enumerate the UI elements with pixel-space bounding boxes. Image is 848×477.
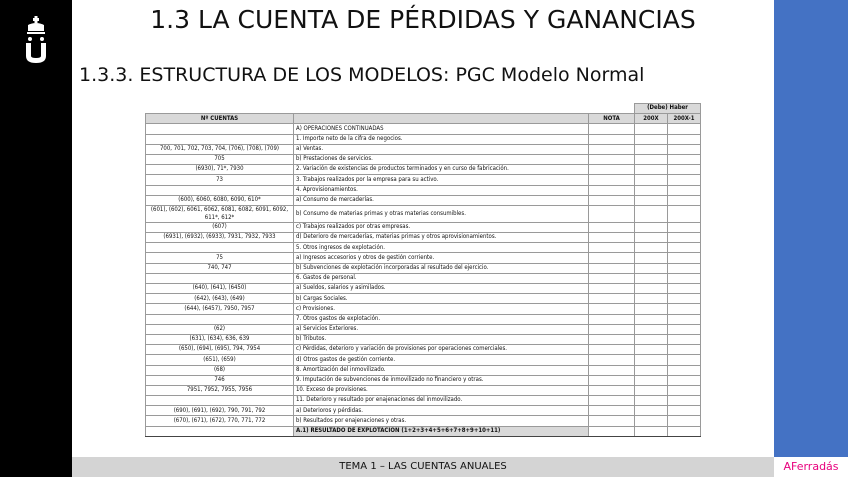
- value-cell: [668, 304, 701, 314]
- table-row: [146, 345, 701, 355]
- concept-cell: 11. Deterioro y resultado por enajenaciones del inmovilizado.: [294, 396, 589, 406]
- concept-cell: c) Trabajos realizados por otras empresas.: [294, 222, 589, 232]
- value-cell: [635, 304, 668, 314]
- value-cell: [668, 124, 701, 134]
- concept-cell: a) Consumo de mercaderías.: [294, 195, 589, 205]
- value-cell: [589, 396, 635, 406]
- account-cell: 73: [146, 175, 294, 185]
- value-cell: [589, 185, 635, 195]
- concept-cell: b) Tributos.: [294, 334, 589, 344]
- table-row: [146, 243, 701, 253]
- table-row: [146, 355, 701, 365]
- table-row: [146, 195, 701, 205]
- value-cell: [668, 165, 701, 175]
- value-cell: [668, 233, 701, 243]
- value-cell: [589, 124, 635, 134]
- value-cell: [589, 233, 635, 243]
- value-cell: [635, 365, 668, 375]
- table-row: [146, 144, 701, 154]
- concept-cell: 8. Amortización del inmovilizado.: [294, 365, 589, 375]
- value-cell: [635, 426, 668, 436]
- table-row: [146, 396, 701, 406]
- value-cell: [635, 284, 668, 294]
- table-row: [146, 294, 701, 304]
- account-cell: [146, 273, 294, 283]
- concept-cell: d) Otros gastos de gestión corriente.: [294, 355, 589, 365]
- account-cell: (640), (641), (6450): [146, 284, 294, 294]
- account-cell: [146, 243, 294, 253]
- value-cell: [668, 406, 701, 416]
- table-row: [146, 233, 701, 243]
- account-cell: 75: [146, 253, 294, 263]
- table-header-row: [146, 114, 701, 124]
- account-cell: (650), (694), (695), 794, 7954: [146, 345, 294, 355]
- header-year-current: 200X: [635, 114, 668, 124]
- value-cell: [668, 205, 701, 222]
- footer-text: TEMA 1 – LAS CUENTAS ANUALES: [339, 461, 507, 472]
- concept-cell: 3. Trabajos realizados por la empresa para su activo.: [294, 175, 589, 185]
- value-cell: [668, 365, 701, 375]
- value-cell: [635, 406, 668, 416]
- concept-cell: 10. Exceso de provisiones.: [294, 385, 589, 395]
- value-cell: [635, 375, 668, 385]
- account-cell: (68): [146, 365, 294, 375]
- value-cell: [635, 314, 668, 324]
- concept-cell: A.1) RESULTADO DE EXPLOTACIÓN (1+2+3+4+5+6+7+8+9+10+11): [294, 426, 589, 436]
- account-cell: (607): [146, 222, 294, 232]
- table-row: [146, 284, 701, 294]
- value-cell: [589, 294, 635, 304]
- value-cell: [635, 324, 668, 334]
- value-cell: [668, 355, 701, 365]
- value-cell: [589, 314, 635, 324]
- concept-cell: a) Servicios Exteriores.: [294, 324, 589, 334]
- value-cell: [589, 222, 635, 232]
- value-cell: [589, 375, 635, 385]
- account-cell: 740, 747: [146, 263, 294, 273]
- value-cell: [668, 154, 701, 164]
- concept-cell: b) Consumo de materias primas y otras materias consumibles.: [294, 205, 589, 222]
- concept-cell: a) Deterioros y pérdidas.: [294, 406, 589, 416]
- value-cell: [635, 355, 668, 365]
- value-cell: [589, 165, 635, 175]
- table-row: [146, 205, 701, 222]
- table-row: [146, 154, 701, 164]
- value-cell: [635, 205, 668, 222]
- concept-cell: a) Ventas.: [294, 144, 589, 154]
- value-cell: [589, 324, 635, 334]
- value-cell: [668, 324, 701, 334]
- account-cell: (62): [146, 324, 294, 334]
- value-cell: [589, 304, 635, 314]
- value-cell: [635, 396, 668, 406]
- value-cell: [589, 273, 635, 283]
- account-cell: (6931), (6932), (6933), 7931, 7932, 7933: [146, 233, 294, 243]
- concept-cell: a) Ingresos accesorios y otros de gestión corriente.: [294, 253, 589, 263]
- concept-cell: 7. Otros gastos de explotación.: [294, 314, 589, 324]
- account-cell: [146, 426, 294, 436]
- concept-cell: b) Cargas Sociales.: [294, 294, 589, 304]
- table-row: [146, 124, 701, 134]
- account-cell: 705: [146, 154, 294, 164]
- account-cell: (651), (659): [146, 355, 294, 365]
- concept-cell: A) OPERACIONES CONTINUADAS: [294, 124, 589, 134]
- table-row: [146, 324, 701, 334]
- table-row: [146, 416, 701, 426]
- table-row: [146, 273, 701, 283]
- value-cell: [668, 253, 701, 263]
- table-row: [146, 334, 701, 344]
- slide-title: 1.3 LA CUENTA DE PÉRDIDAS Y GANANCIAS: [150, 5, 696, 34]
- value-cell: [635, 185, 668, 195]
- value-cell: [635, 165, 668, 175]
- value-cell: [589, 205, 635, 222]
- value-cell: [668, 375, 701, 385]
- value-cell: [589, 175, 635, 185]
- value-cell: [668, 263, 701, 273]
- value-cell: [668, 416, 701, 426]
- table-row: [146, 222, 701, 232]
- account-cell: (6930), 71*, 7930: [146, 165, 294, 175]
- value-cell: [635, 345, 668, 355]
- account-cell: (670), (671), (672), 770, 771, 772: [146, 416, 294, 426]
- value-cell: [635, 416, 668, 426]
- table-row: [146, 304, 701, 314]
- value-cell: [635, 385, 668, 395]
- value-cell: [668, 334, 701, 344]
- header-cuentas: Nº CUENTAS: [146, 114, 294, 124]
- value-cell: [635, 253, 668, 263]
- table-row: [146, 375, 701, 385]
- account-cell: 746: [146, 375, 294, 385]
- value-cell: [668, 426, 701, 436]
- value-cell: [589, 406, 635, 416]
- table-row: [146, 426, 701, 436]
- pyg-structure-table: [145, 103, 701, 437]
- value-cell: [635, 263, 668, 273]
- concept-cell: 4. Aprovisionamientos.: [294, 185, 589, 195]
- concept-cell: c) Provisiones.: [294, 304, 589, 314]
- footer-bar: [72, 457, 774, 477]
- value-cell: [668, 385, 701, 395]
- table-row: [146, 253, 701, 263]
- account-cell: [146, 185, 294, 195]
- value-cell: [589, 284, 635, 294]
- author-logo: AFerradás: [774, 457, 848, 477]
- account-cell: (631), (634), 636, 639: [146, 334, 294, 344]
- value-cell: [589, 355, 635, 365]
- value-cell: [668, 284, 701, 294]
- value-cell: [635, 144, 668, 154]
- value-cell: [589, 134, 635, 144]
- table-row: [146, 406, 701, 416]
- value-cell: [635, 334, 668, 344]
- value-cell: [668, 273, 701, 283]
- concept-cell: a) Sueldos, salarios y asimilados.: [294, 284, 589, 294]
- value-cell: [635, 273, 668, 283]
- value-cell: [589, 263, 635, 273]
- value-cell: [635, 243, 668, 253]
- header-concept: [294, 114, 589, 124]
- value-cell: [589, 385, 635, 395]
- account-cell: 700, 701, 702, 703, 704, (706), (708), (709): [146, 144, 294, 154]
- value-cell: [589, 253, 635, 263]
- table-row: [146, 134, 701, 144]
- value-cell: [635, 154, 668, 164]
- table-row: [146, 165, 701, 175]
- table-row: [146, 365, 701, 375]
- account-cell: (642), (643), (649): [146, 294, 294, 304]
- table-row: [146, 314, 701, 324]
- table-row: [146, 263, 701, 273]
- value-cell: [668, 345, 701, 355]
- value-cell: [589, 154, 635, 164]
- account-cell: [146, 124, 294, 134]
- left-sidebar-bar: [0, 0, 72, 477]
- value-cell: [589, 243, 635, 253]
- value-cell: [589, 345, 635, 355]
- concept-cell: d) Deterioro de mercaderías, materias primas y otros aprovisionamientos.: [294, 233, 589, 243]
- concept-cell: 1. Importe neto de la cifra de negocios.: [294, 134, 589, 144]
- value-cell: [589, 195, 635, 205]
- concept-cell: 5. Otros ingresos de explotación.: [294, 243, 589, 253]
- concept-cell: b) Resultados por enajenaciones y otras.: [294, 416, 589, 426]
- value-cell: [635, 134, 668, 144]
- value-cell: [635, 195, 668, 205]
- value-cell: [668, 314, 701, 324]
- value-cell: [668, 185, 701, 195]
- value-cell: [668, 243, 701, 253]
- value-cell: [668, 195, 701, 205]
- value-cell: [635, 222, 668, 232]
- account-cell: (644), (6457), 7950, 7957: [146, 304, 294, 314]
- table-row: [146, 385, 701, 395]
- right-accent-bar: [774, 0, 848, 477]
- concept-cell: 2. Variación de existencias de productos terminados y en curso de fabricación.: [294, 165, 589, 175]
- account-cell: [146, 396, 294, 406]
- account-cell: [146, 314, 294, 324]
- account-cell: (600), 6060, 6080, 6090, 610*: [146, 195, 294, 205]
- concept-cell: 9. Imputación de subvenciones de inmovilizado no financiero y otras.: [294, 375, 589, 385]
- slide-subtitle: 1.3.3. ESTRUCTURA DE LOS MODELOS: PGC Modelo Normal: [79, 64, 645, 86]
- value-cell: [635, 233, 668, 243]
- value-cell: [668, 222, 701, 232]
- value-cell: [635, 124, 668, 134]
- header-year-previous: 200X-1: [668, 114, 701, 124]
- value-cell: [589, 426, 635, 436]
- value-cell: [589, 334, 635, 344]
- university-crest-icon: [22, 16, 50, 66]
- concept-cell: c) Pérdidas, deterioro y variación de provisiones por operaciones comerciales.: [294, 345, 589, 355]
- value-cell: [668, 144, 701, 154]
- account-cell: 7951, 7952, 7955, 7956: [146, 385, 294, 395]
- value-cell: [635, 175, 668, 185]
- value-cell: [668, 134, 701, 144]
- table-row: [146, 175, 701, 185]
- concept-cell: 6. Gastos de personal.: [294, 273, 589, 283]
- value-cell: [668, 396, 701, 406]
- debe-haber-header: (Debe) Haber: [635, 104, 701, 114]
- concept-cell: b) Prestaciones de servicios.: [294, 154, 589, 164]
- value-cell: [668, 175, 701, 185]
- table-row: [146, 185, 701, 195]
- account-cell: [146, 134, 294, 144]
- header-nota: NOTA: [589, 114, 635, 124]
- value-cell: [589, 416, 635, 426]
- account-cell: (601), (602), 6061, 6062, 6081, 6082, 6091, 6092, 611*, 612*: [146, 205, 294, 222]
- value-cell: [635, 294, 668, 304]
- table-group-header-row: [146, 104, 701, 114]
- account-cell: (690), (691), (692), 790, 791, 792: [146, 406, 294, 416]
- value-cell: [589, 365, 635, 375]
- concept-cell: b) Subvenciones de explotación incorporadas al resultado del ejercicio.: [294, 263, 589, 273]
- value-cell: [589, 144, 635, 154]
- value-cell: [668, 294, 701, 304]
